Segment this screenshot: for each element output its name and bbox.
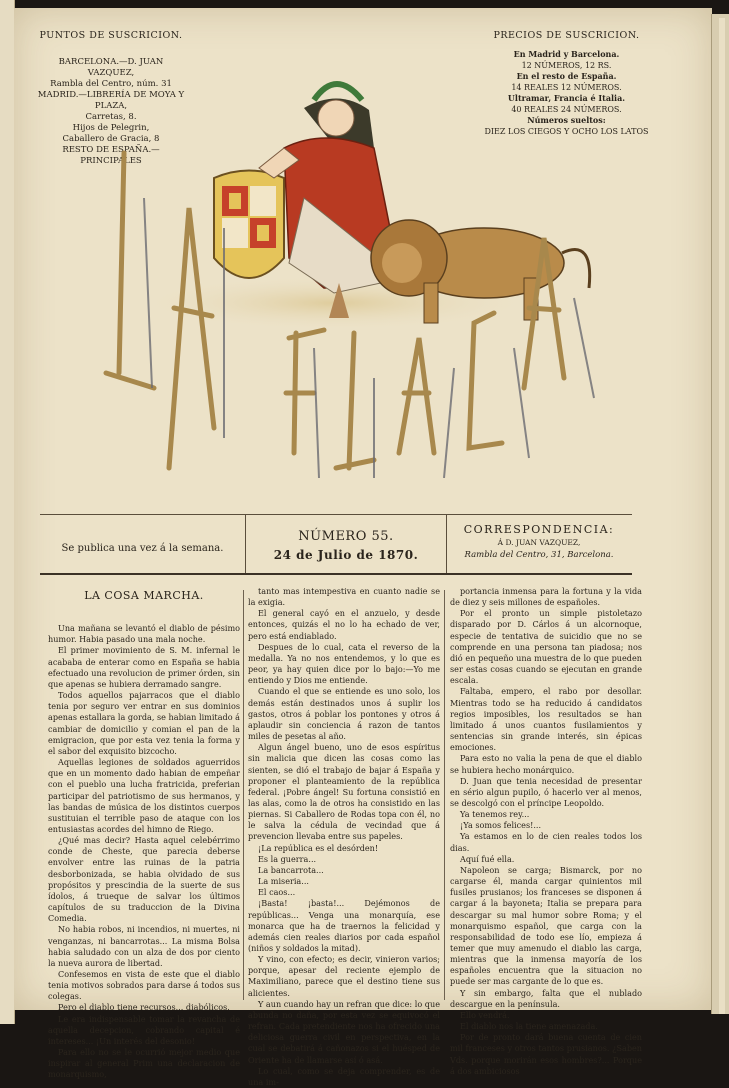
article-paragraph: Aquellas legiones de soldados aguerridos que en un momento dado habian de empeñar con el pueblo una lucha fratricida, preferian participar del patriotismo de sus hermanos, y las bandas de música de los distintos cuerpos sustituian el terrible paso de ataque con los entusiastas acordes del himno de Riego. bbox=[48, 757, 240, 834]
article-paragraph: Ello vendrá. bbox=[460, 1009, 510, 1020]
article-paragraph: Y sin embargo, falta que el nublado descargue en la península. bbox=[450, 987, 642, 1009]
issue-date: 24 de Julio de 1870. bbox=[273, 548, 419, 562]
issue-number: NÚMERO 55. bbox=[298, 529, 394, 544]
price-line: 14 REALES 12 NÚMEROS. bbox=[511, 83, 622, 92]
article-paragraph: Es la guerra... bbox=[258, 853, 317, 864]
article-paragraph: Para ello no se le ocurrió mejor medio que inspirar al general Prim una declaracion de monarquismo, bbox=[48, 1047, 240, 1080]
article-paragraph: Por el pronto un simple pistoletazo disparado por D. Cárlos á un alcornoque, especie de tentativa de suicidio que no se comprende en una persona tan piadosa; nos dió en pequeño una muestra de lo que pueden ser estas cosas cuando se ejecutan en grande escala. bbox=[450, 608, 642, 686]
article-column-2 bbox=[248, 586, 440, 1088]
article-paragraph: Una mañana se levantó el diablo de pésimo humor. Habia pasado una mala noche. bbox=[48, 623, 240, 645]
article-paragraph: La miseria... bbox=[258, 876, 309, 887]
subscription-prices-title: PRECIOS DE SUSCRICION. bbox=[493, 30, 640, 41]
issue-banner bbox=[40, 514, 632, 575]
price-line: Números sueltos: bbox=[527, 115, 606, 125]
article-paragraph: Para esto no valia la pena de que el diablo se hubiera hecho monárquico. bbox=[450, 753, 642, 775]
article-paragraph: No habia robos, ni incendios, ni muertes, ni venganzas, ni bancarrotas... La misma Bolsa habia saludado con un alza de dos por ciento la nueva aurora de libertad. bbox=[48, 924, 240, 968]
subscription-point-line: MADRID.—LIBRERÍA DE MOYA Y PLAZA, bbox=[37, 90, 185, 111]
article-paragraph: Despues de lo cual, cata el reverso de la medalla. Ya no nos entendemos, y lo que es peor, ya hay quien dice por lo bajo:—Yo me entiendo y Dios me entiende. bbox=[248, 641, 440, 686]
price-line: DIEZ LOS CIEGOS Y OCHO LOS LATOS bbox=[484, 127, 649, 136]
subscription-point-line: Rambla del Centro, núm. 31 bbox=[50, 79, 172, 89]
price-line: En Madrid y Barcelona. bbox=[513, 49, 620, 59]
subscription-point-line: Caballero de Gracia, 8 bbox=[62, 134, 160, 144]
frequency-note: Se publica una vez á la semana. bbox=[61, 543, 224, 554]
article-paragraph: ¡Basta! ¡basta!... Dejémonos de repúblicas... Venga una monarquía, ese monarca que ha de traernos la felicidad y además cien reales diarios por cada español (niños y soldados la mitad). bbox=[248, 898, 440, 953]
letter-A bbox=[169, 208, 214, 468]
article-column-1 bbox=[48, 586, 240, 1081]
price-line: 12 NÚMEROS, 12 RS. bbox=[521, 61, 612, 70]
article-paragraph: Todos aquellos pajarracos que el diablo tenia por seguro ver entrar en sus dominios apenas estallara la gorda, se habian limitado á cambiar de domicilio y comian el pan de la emigracion, que por esta vez tenia la forma y el sabor del exquisito bizcocho. bbox=[48, 690, 240, 756]
price-line: Ultramar, Francia é Italia. bbox=[507, 93, 626, 103]
article-column-3 bbox=[450, 586, 642, 1077]
article-paragraph: Cuando el que se entiende es uno solo, los demás están destinados unos á suplir los gastos, otros á poblar los pontones y otros á aplaudir sin conciencia á razon de tantos miles de pesetas al año. bbox=[248, 686, 440, 742]
masthead-illustration bbox=[74, 48, 634, 478]
price-line: En el resto de España. bbox=[516, 71, 617, 81]
article-paragraph: ¿Qué mas decir? Hasta aquel celebérrimo conde de Cheste, que parecia deberse envolver entre las ruinas de la patria desborbonizada, se habia olvidado de sus propósitos y prescindia de la suerte de sus ídolos, á trueque de salvar los últimos capítulos de su traduccion de la Divina Comedia. bbox=[48, 835, 240, 924]
article-title: LA COSA MARCHA. bbox=[84, 589, 204, 602]
article-paragraph: Y vino, con efecto; es decir, vinieron varios; porque, apesar del reciente ejemplo de Maximiliano, parece que el destino tiene sus alicientes. bbox=[248, 954, 440, 998]
letter-C bbox=[469, 313, 502, 448]
article-paragraph: El diablo nos la tiene amenazada. bbox=[460, 1021, 598, 1032]
correspondence-box bbox=[446, 523, 632, 560]
article-paragraph: El primer movimiento de S. M. infernal le acababa de enterar como en España se habia efectuado una revolucion de primer órden, sin que apenas se hubiera derramado sangre. bbox=[48, 645, 240, 689]
letter-L2 bbox=[336, 333, 374, 468]
correspondence-recipient: Á D. JUAN VAZQUEZ, bbox=[497, 538, 581, 547]
article-paragraph: D. Juan que tenia necesidad de presentar en sério algun pupilo, ó hacerlo ver al menos, se descolgó con el príncipe Leopoldo. bbox=[450, 775, 642, 808]
subscription-points-title: PUNTOS DE SUSCRICION. bbox=[39, 30, 183, 41]
article-paragraph: ¡Ya somos felices!... bbox=[460, 820, 542, 831]
article-paragraph: Ya estamos en lo de cien reales todos los dias. bbox=[450, 831, 642, 853]
newspaper-page bbox=[14, 8, 712, 1087]
article-paragraph: El general cayó en el anzuelo, y desde entonces, quizás el no lo ha echado de ver, pero está endiablado. bbox=[248, 608, 440, 641]
article-paragraph: La bancarrota... bbox=[258, 864, 324, 875]
article-paragraph: Algun ángel bueno, uno de esos espíritus sin malicia que dicen las cosas como las sienten, se dió el trabajo de bajar á España y proponer el planteamiento de la república federal. ¡Pobre ángel! Su fortuna consistió en las alas, como la de otros ha consistido en las piernas. Si Caballero de Rodas topa con él, no le salva la cédula de vecindad que á prevencion llevaba entre sus papeles. bbox=[248, 742, 440, 842]
subscription-point-line: Hijos de Pelegrin, bbox=[72, 123, 150, 133]
column-rule bbox=[444, 590, 445, 1000]
article-paragraph: Le era indispensable tomar la revancha de aquella decepcion, cobrando capital é intereses... ¡Un interés del desonio! bbox=[48, 1013, 240, 1046]
article-paragraph: Y aun cuando hay un refran que dice: lo que abunda no daña, por esta vez se equivocó el refran. Cada pretendiente nos ha ofrecido una deliciosa guerra civil en perspectiva, en la cual se debatirá á cañonazos si el huésped de Oriente ha de llamarse así ó asá. bbox=[248, 998, 440, 1065]
adjacent-page-edge bbox=[0, 0, 15, 1024]
subscription-point-line: Carretas, 8. bbox=[85, 112, 137, 122]
price-line: 40 REALES 24 NÚMEROS. bbox=[511, 105, 622, 114]
issue-box bbox=[245, 515, 447, 573]
article-paragraph: Lo cual, como se deja comprender, es de una im- bbox=[248, 1065, 440, 1087]
article-paragraph: Napoleon se carga; Bismarck, por no cargarse él, manda cargar quinientos mil fusiles prusianos; los franceses se disponen á cargar á la bayoneta; Italia se prepara para descargar su mal humor sobre Roma; y el monarquismo español, que carga con la responsabilidad de todo ese lío, empieza á temer que muy amenudo el diablo las carga, mientras que la inmensa mayoría de los españoles encuentra que la situacion no puede ser mas cargante de lo que es. bbox=[450, 864, 642, 987]
article-paragraph: portancia inmensa para la fortuna y la vida de diez y seis millones de españoles. bbox=[450, 586, 642, 608]
article-paragraph: tanto mas intempestiva en cuanto nadie se la exigia. bbox=[248, 586, 440, 608]
correspondence-title: CORRESPONDENCIA: bbox=[463, 523, 615, 536]
correspondence-address: Rambla del Centro, 31, Barcelona. bbox=[464, 550, 614, 560]
subscription-point-line: RESTO DE ESPAÑA.—PRINCIPALES bbox=[62, 145, 160, 166]
article-paragraph: Pero el diablo tiene recursos... diabólicos. bbox=[58, 1002, 230, 1013]
letter-A2 bbox=[399, 338, 434, 453]
subscription-point-line: BARCELONA.—D. JUAN VAZQUEZ, bbox=[58, 57, 164, 78]
column-rule bbox=[243, 590, 244, 1000]
article-paragraph: Aquí fué ella. bbox=[460, 853, 515, 864]
article-paragraph: Faltaba, empero, el rabo por desollar. Mientras todo se ha reducido á candidatos regios imposibles, los resultados se han limitado á unos cuantos fusilamientos y sentencias sin grande interés, sin épicas emociones. bbox=[450, 686, 642, 753]
article-paragraph: Ya tenemos rey... bbox=[460, 809, 530, 820]
article-paragraph: Confesemos en vista de este que el diablo tenia motivos sobrados para darse á todos sus colegas. bbox=[48, 969, 240, 1002]
article-paragraph: Por de pronto dará buena cuenta de cien mil franceses y otros tantos prusianos. ¿Saben Vds. porque morirán esos hombres?... Porque á dos ambiciosos bbox=[450, 1032, 642, 1076]
article-paragraph: El caos... bbox=[258, 887, 296, 898]
article-paragraph: ¡La república es el desórden! bbox=[258, 842, 379, 853]
page-stack-edge-inner bbox=[719, 18, 725, 1014]
